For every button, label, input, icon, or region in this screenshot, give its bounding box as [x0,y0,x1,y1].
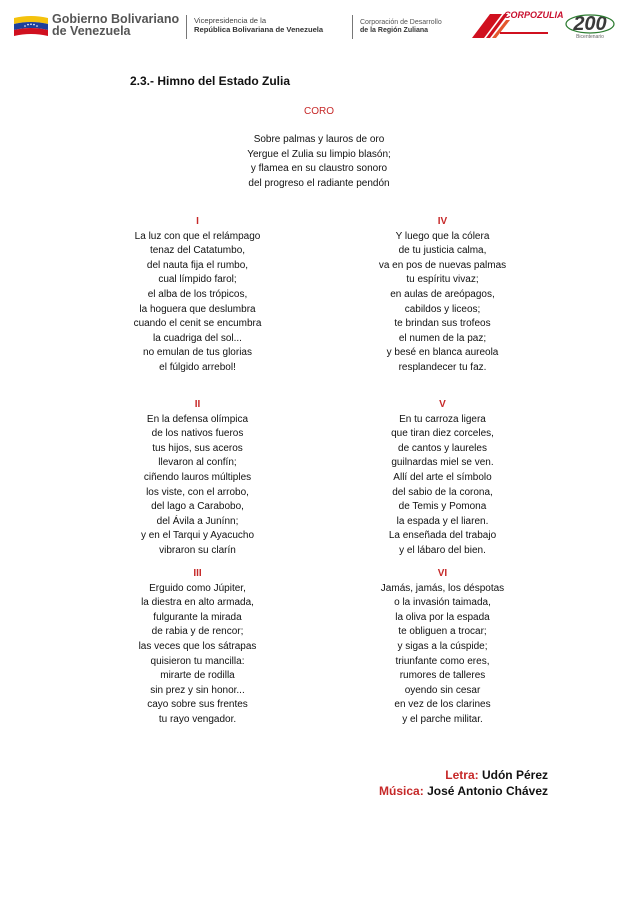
verse-line: quisieron tu mancilla: [150,655,245,667]
verse-line: tenaz del Catatumbo, [149,245,246,257]
verse-line: y en el Tarqui y Ayacucho [140,530,255,542]
verse-line: del lago a Carabobo, [151,501,244,513]
verse-line: tus hijos, sus aceros [152,442,243,454]
stanza-number: II [194,399,201,410]
stanza-3 [115,567,280,728]
stanza-number: III [193,568,202,579]
stanza-5 [360,398,525,559]
verse-line: Allí del arte el símbolo [393,471,492,483]
verse-line: las veces que los sátrapas [138,640,257,652]
stanza-number: IV [437,216,448,227]
verse-line: Y luego que la cólera [395,230,490,242]
corporacion-text [360,19,442,35]
stanza-6 [360,567,525,728]
vicepresidencia-text [194,17,323,34]
coro-line: Sobre palmas y lauros de oro [253,134,385,145]
verse-line: va en pos de nuevas palmas [378,259,507,271]
verse-line: cabildos y liceos; [404,303,481,315]
verse-line: y sigas a la cúspide; [397,640,488,652]
verse-line: oyendo sin cesar [404,684,481,696]
coro-line: Yergue el Zulia su limpio blasón; [247,148,391,160]
stanza-number: VI [437,568,448,579]
corp-line1: Corporación de Desarrollo [360,19,442,26]
letra-label: Letra: [445,768,479,782]
coro-heading: CORO [304,106,334,117]
verse-line: los viste, con el arrobo, [146,486,249,498]
verse-line: sin prez y sin honor... [150,684,245,696]
verse-line: o la invasión taimada, [394,597,491,609]
bicentenario-number: 200 [573,13,607,35]
verse-line: del Ávila a Junínn; [156,515,239,527]
verse-line: En la defensa olímpica [146,413,249,425]
verse-line: triunfante como eres, [395,655,490,667]
verse-line: que tiran diez corceles, [391,428,494,440]
verse-line: ciñendo lauros múltiples [143,471,252,483]
verse-line: la hoguera que deslumbra [139,303,256,315]
stanza-number: V [439,399,446,410]
verse-line: tu rayo vengador. [158,713,237,725]
gov-line2: de Venezuela [52,24,131,38]
verse-line: el numen de la paz; [398,332,487,344]
musica-label: Música: [379,783,424,798]
letra-value: Udón Pérez [481,768,548,782]
verse-line: La enseñada del trabajo [388,530,497,542]
corp-line2: de la Región Zuliana [360,27,429,34]
verse-line: la cuadriga del sol... [153,332,242,344]
verse-line: la diestra en alto armada, [141,597,254,609]
corpozulia-name: CORPOZULIA [504,10,564,20]
verse-line: En tu carroza ligera [399,413,486,425]
stanza-2 [115,398,280,559]
verse-line: el fúlgido arrebol! [159,361,236,373]
vice-line2: República Bolivariana de Venezuela [194,24,324,34]
bicentenario-sub: Bicentenario [576,34,604,40]
stanza-1 [115,215,280,376]
verse-line: rumores de talleres [399,670,486,682]
verse-line: y el lábaro del bien. [399,544,486,556]
verse-line: mirarte de rodilla [160,670,235,682]
verse-line: en vez de los clarines [394,699,491,711]
page-header [0,0,638,48]
verse-line: de los nativos fueros [151,428,244,440]
verse-line: guilnardas miel se ven. [391,457,494,469]
header-divider [352,15,353,39]
credit-letra [379,768,548,784]
verse-line: cuando el cenit se encumbra [133,318,262,330]
verse-line: Erguido como Júpiter, [149,582,246,594]
musica-value: José Antonio Chávez [427,783,548,798]
page-title: 2.3.- Himno del Estado Zulia [130,74,291,88]
gobierno-logo-text [52,13,179,37]
vice-line1: Vicepresidencia de la [194,16,267,25]
gov-line1: Gobierno Bolivariano [52,12,180,26]
verse-line: en aulas de areópagos, [390,288,495,300]
verse-line: no emulan de tus glorias [143,347,252,359]
verse-line: llevaron al confín; [158,457,237,469]
verse-line: te obliguen a trocar; [398,626,487,638]
stanza-4 [360,215,525,376]
verse-line: vibraron su clarín [159,544,236,556]
verse-line: el alba de los trópicos, [147,288,248,300]
coro-line: del progreso el radiante pendón [248,177,390,189]
header-divider [186,15,187,39]
verse-line: y besé en blanca aureola [386,347,499,359]
verse-line: del sabio de la corona, [392,486,493,498]
verse-line: la oliva por la espada [395,611,490,623]
venezuela-flag-icon [14,14,48,36]
verse-line: te brindan sus trofeos [394,318,491,330]
coro-line: y flamea en su claustro sonoro [250,163,388,174]
verse-line: del nauta fija el rumbo, [146,259,249,271]
verse-line: y el parche militar. [402,713,483,725]
verse-line: Jamás, jamás, los déspotas [380,582,505,594]
verse-line: cual límpido farol; [158,274,237,286]
stanza-number: I [196,216,199,227]
verse-line: de cantos y laureles [398,442,487,454]
verse-line: fulgurante la mirada [153,611,242,623]
verse-line: de Temis y Pomona [398,501,487,513]
credit-musica [379,784,548,800]
verse-line: la espada y el liaren. [396,515,489,527]
verse-line: tu espíritu vivaz; [406,274,479,286]
verse-line: de rabia y de rencor; [151,626,244,638]
verse-line: cayo sobre sus frentes [147,699,248,711]
verse-line: La luz con que el relámpago [134,230,261,242]
coro-block [0,133,638,191]
verse-line: resplandecer tu faz. [398,361,487,373]
verse-line: de tu justicia calma, [398,245,487,257]
bicentenario-logo-icon [560,10,620,40]
credits-block [379,768,548,799]
